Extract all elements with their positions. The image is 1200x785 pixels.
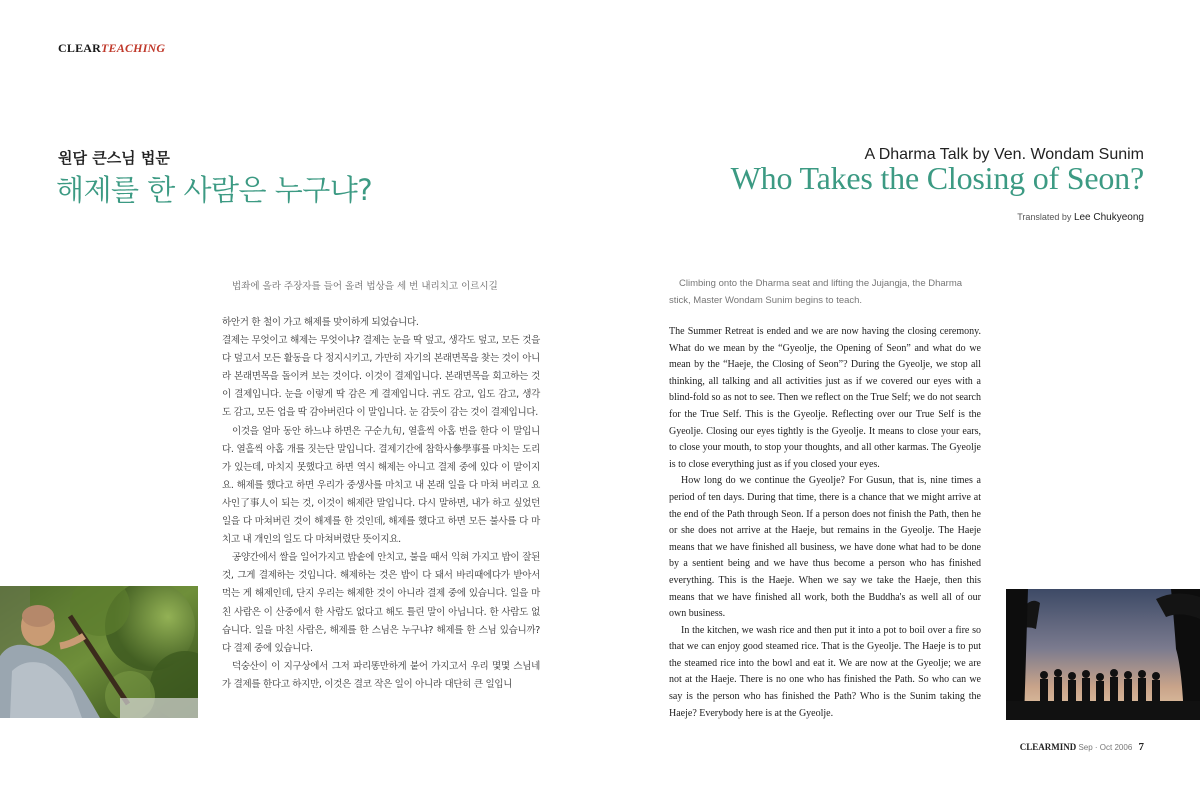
english-intro (669, 275, 981, 309)
monk-with-staff-photo (0, 586, 198, 718)
english-title: Who Takes the Closing of Seon? (730, 160, 1144, 196)
english-paragraph: How long do we continue the Gyeolje? For Gusun, that is, nine times a period of ten days. During that time, there is a chance that we might arrive at the end of the Path through Seon. If a person does not finish the Path, then he or she does not arrive at the Haeje, but remains in the Gyeolje. The Haeje means that we have finished all business, we have done what had to be done by a sentient being and we have thus become a person who has finished everything. This is the Haeje. When we say we take the Haeje, then this means that we have finished all work, both the Buddha's as well all of our own business. (669, 475, 981, 620)
korean-intro: 법좌에 올라 주장자를 들어 올려 법상을 세 번 내리치고 이르시길 (232, 281, 498, 292)
korean-paragraph: 결제는 무엇이고 해제는 무엇이냐? 결제는 눈을 딱 덮고, 생각도 덮고, 모든 것을 다 덮고서 모든 활동을 다 정지시키고, 가만히 자기의 본래면목을 찾는 것이 아니라 본래면목을 돌이켜 보는 것이다. 이것이 결제입니다. 본래면목을 회고하는 것이 결제입니다. 눈을 이렇게 딱 감은 게 결제입니다. 귀도 감고, 입도 감고, 생각도 감고, 모든 업을 딱 감아버린다 이 말입니다. 눈 감듯이 감는 것이 결제입니다. (222, 335, 540, 419)
logo-clear-text: CLEAR (58, 41, 102, 55)
english-paragraph: The Summer Retreat is ended and we are now having the closing ceremony. What do we mean by the “Gyeolje, the Opening of Seon” and what do we mean by the “Haeje, the Closing of Seon”? During the Gyeolje, we stop all thinking, all talking and all activities just as if we covered our eyes with a blind-fold so as not to see. Then we reflect on the True Self; we do not search for the True Self. This is the Gyeolje. Reflecting over our True Self is the Gyeolje. Closing our eyes tightly is the Gyeolje. It means to close your ears, to close your mouth, to stop your thoughts, and all other karmas. The Gyeolje is to close everything just as if you closed your eyes. (669, 326, 981, 470)
translator-credit (1017, 212, 1144, 223)
korean-paragraph: 덕숭산이 이 지구상에서 그저 파리똥만하게 붙어 가지고서 우리 몇몇 스님네가 결제를 한다고 하지만, 이것은 결코 작은 일이 아니라 대단히 큰 일입니 (222, 660, 540, 690)
korean-subtitle: 원담 큰스님 법문 (58, 149, 170, 167)
magazine-section-logo (58, 41, 165, 56)
footer-issue: Sep · Oct 2006 (1078, 743, 1133, 752)
page-number: 7 (1138, 741, 1144, 753)
korean-paragraph: 공양간에서 쌀을 일어가지고 밥솥에 안치고, 불을 때서 익혀 가지고 밥이 잘된 것, 그게 결제하는 것입니다. 해제하는 것은 밥이 다 돼서 바리때에다가 받아서 먹는 게 해제인데, 단지 우리는 해제한 것이 아니라 결제 중에 있습니다. 일을 마친 사람은 이 산중에서 한 사람도 없다고 해도 틀린 말이 아닙니다. 한 사람도 없습니다. 일을 마친 사람은, 해제를 한 스님은 누구냐? 해제를 한 스님 있습니까? 다 결제 중에 있습니다. (222, 552, 540, 654)
korean-paragraph: 이것을 얼마 동안 하느냐 하면은 구순九旬, 열흘씩 아홉 번을 한다 이 말입니다. 열흘씩 아홉 개를 짓는단 말입니다. 결제기간에 참학사參學事를 마치는 도리가 있는데, 마치지 못했다고 하면 역시 해제는 아니고 결제 중에 있다 이 말이지요. 해제를 했다고 하면 우리가 중생사를 마치고 내 본래 일을 다 마쳐 버리고 요사인了事人이 되는 것, 이것이 해제란 말입니다. 다시 말하면, 내가 하고 싶었던 일을 다 마쳐버린 것이 해제를 한 것인데, 해제를 했다고 하면 모든 불사를 다 마치고 내 개인의 일도 다 마쳐버렸단 뜻이지요. (222, 425, 540, 546)
translated-by-label: Translated by (1017, 212, 1072, 222)
footer-magazine-name: CLEARMIND (1019, 742, 1077, 752)
korean-title: 해제를 한 사람은 누구냐? (56, 173, 373, 207)
english-body (669, 324, 981, 722)
dusk-photo-illustration (1006, 589, 1200, 720)
silhouettes-at-dusk-photo (1006, 589, 1200, 720)
english-paragraph: In the kitchen, we wash rice and then put it into a pot to boil over a fire so that we can enjoy good steamed rice. That is the Gyeolje. The Haeje is to put the steamed rice into the bowl and eat it. We are now at the Gyeolje; we are not at the Haeje. There is no one who has finished the Path. So who can we say is the person who has finished the Path? Who is the Sunim taking the Haeje? Everybody here is at the Gyeolje. (669, 624, 981, 719)
english-intro-text: Climbing onto the Dharma seat and lifting the Jujangja, the Dharma stick, Master Wondam Sunim begins to teach. (669, 278, 963, 306)
korean-paragraph: 하안거 한 철이 가고 해제를 맞이하게 되었습니다. (222, 317, 419, 328)
page-footer (1020, 741, 1144, 753)
logo-teaching-text: TEACHING (101, 41, 166, 55)
monk-photo-illustration (0, 586, 198, 718)
translator-name: Lee Chukyeong (1073, 212, 1144, 223)
english-subtitle: A Dharma Talk by Ven. Wondam Sunim (864, 146, 1144, 163)
korean-body (222, 314, 540, 694)
